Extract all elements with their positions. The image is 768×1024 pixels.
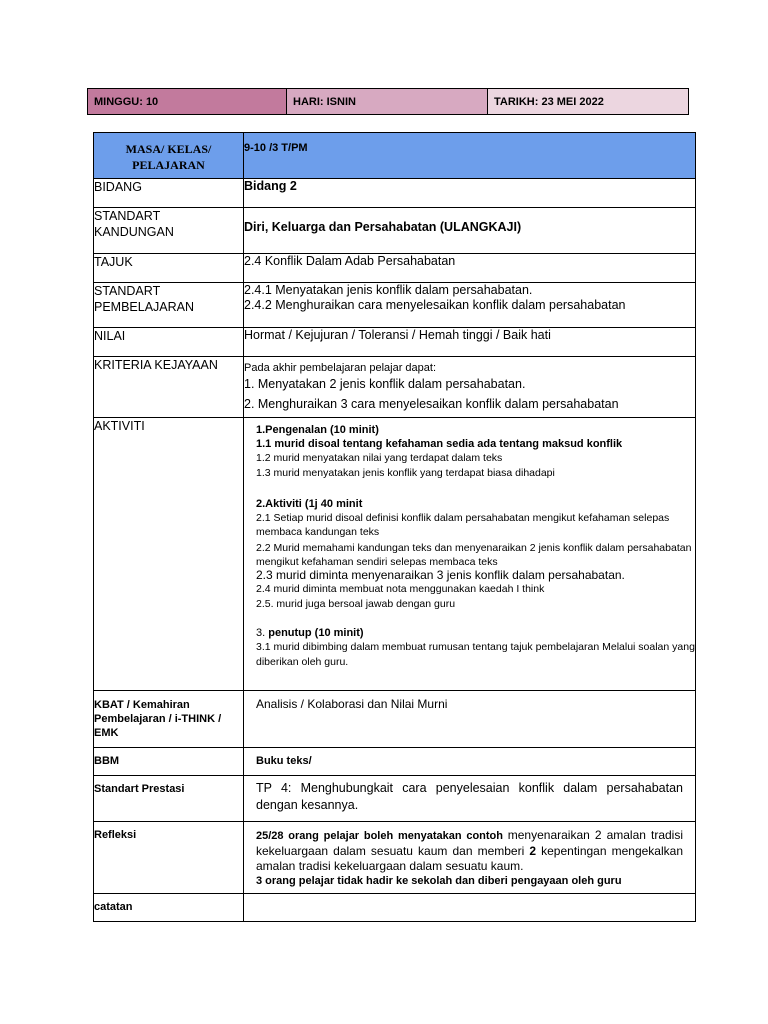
nilai-value: Hormat / Kejujuran / Toleransi / Hemah tinggi / Baik hati [244,328,696,357]
row-tajuk [94,254,696,283]
standart-prestasi-value: TP 4: Menghubungkait cara penyelesaian konflik dalam persahabatan dengan kesannya. [244,776,696,822]
row-standart-prestasi [94,776,696,822]
row-kbat [94,691,696,748]
tajuk-label: TAJUK [94,254,244,283]
minggu-cell: MINGGU: 10 [88,89,287,114]
row-masa [94,133,696,179]
standart-prestasi-label: Standart Prestasi [94,776,244,822]
nilai-label: NILAI [94,328,244,357]
row-aktiviti [94,418,696,691]
row-standart-pembelajaran [94,283,696,328]
refleksi-value: 25/28 orang pelajar boleh menyatakan contoh menyenaraikan 2 amalan tradisi kekeluargaan dalam sesuatu kaum dan memberi 2 kepentingan mengekalkan amalan tradisi kekeluargaan dalam sesuatu kaum. 3 orang pelajar tidak hadir ke sekolah dan diberi pengayaan oleh guru [244,822,696,894]
standart-pembelajaran-label: STANDART PEMBELAJARAN [94,283,244,328]
penutup-title: 3. penutup (10 minit) [256,627,364,639]
bbm-value: Buku teks/ [244,748,696,776]
bidang-label: BIDANG [94,179,244,208]
tarikh-cell: TARIKH: 23 MEI 2022 [488,89,688,114]
aktiviti-value: 1.Pengenalan (10 minit) 1.1 murid disoal tentang kefahaman sedia ada tentang maksud konflik 1.2 murid menyatakan nilai yang terdapat dalam teks 1.3 murid menyatakan jenis konflik yang terdapat biasa dihadapi 2.Aktiviti (1j 40 minit 2.1 Setiap murid disoal definisi konflik dalam persahabatan mengikut kefahaman selepas membaca kandungan teks 2.2 Murid memahami kandungan teks dan menyenaraikan 2 jenis konflik dalam persahabatan mengikut kefahaman sendiri selepas membaca teks 2.3 murid diminta menyenaraikan 3 jenis konflik dalam persahabatan. 2.4 murid diminta membuat nota menggunakan kaedah I think 2.5. murid juga bersoal jawab dengan guru 3. penutup (10 minit) 3.1 murid dibimbing dalam membuat rumusan tentang tajuk pembelajaran Melalui soalan yang diberikan oleh guru. [244,418,696,691]
kbat-label: KBAT / Kemahiran Pembelajaran / i-THINK / EMK [94,691,244,748]
hari-cell: HARI: ISNIN [287,89,488,114]
week-info-bar [87,88,689,115]
row-standart-kandungan [94,208,696,254]
refleksi-label: Refleksi [94,822,244,894]
standart-pembelajaran-value: 2.4.1 Menyatakan jenis konflik dalam persahabatan. 2.4.2 Menghuraikan cara menyelesaikan konflik dalam persahabatan [244,283,696,328]
kriteria-value: Pada akhir pembelajaran pelajar dapat: 1. Menyatakan 2 jenis konflik dalam persahabatan. 2. Menghuraikan 3 cara menyelesaikan konflik dalam persahabatan [244,357,696,418]
bidang-value: Bidang 2 [244,179,696,208]
catatan-value [244,894,696,922]
standart-kandungan-value: Diri, Keluarga dan Persahabatan (ULANGKAJI) [244,208,696,254]
kbat-value: Analisis / Kolaborasi dan Nilai Murni [244,691,696,748]
masa-label: MASA/ KELAS/ PELAJARAN [94,133,244,179]
catatan-label: catatan [94,894,244,922]
tajuk-value: 2.4 Konflik Dalam Adab Persahabatan [244,254,696,283]
row-bbm [94,748,696,776]
row-nilai [94,328,696,357]
masa-value: 9-10 /3 T/PM [244,133,696,179]
lesson-plan-table [93,132,696,922]
row-refleksi [94,822,696,894]
aktiviti-label: AKTIVITI [94,418,244,691]
row-kriteria [94,357,696,418]
bbm-label: BBM [94,748,244,776]
kriteria-label: KRITERIA KEJAYAAN [94,357,244,418]
standart-kandungan-label: STANDART KANDUNGAN [94,208,244,254]
row-catatan [94,894,696,922]
row-bidang [94,179,696,208]
